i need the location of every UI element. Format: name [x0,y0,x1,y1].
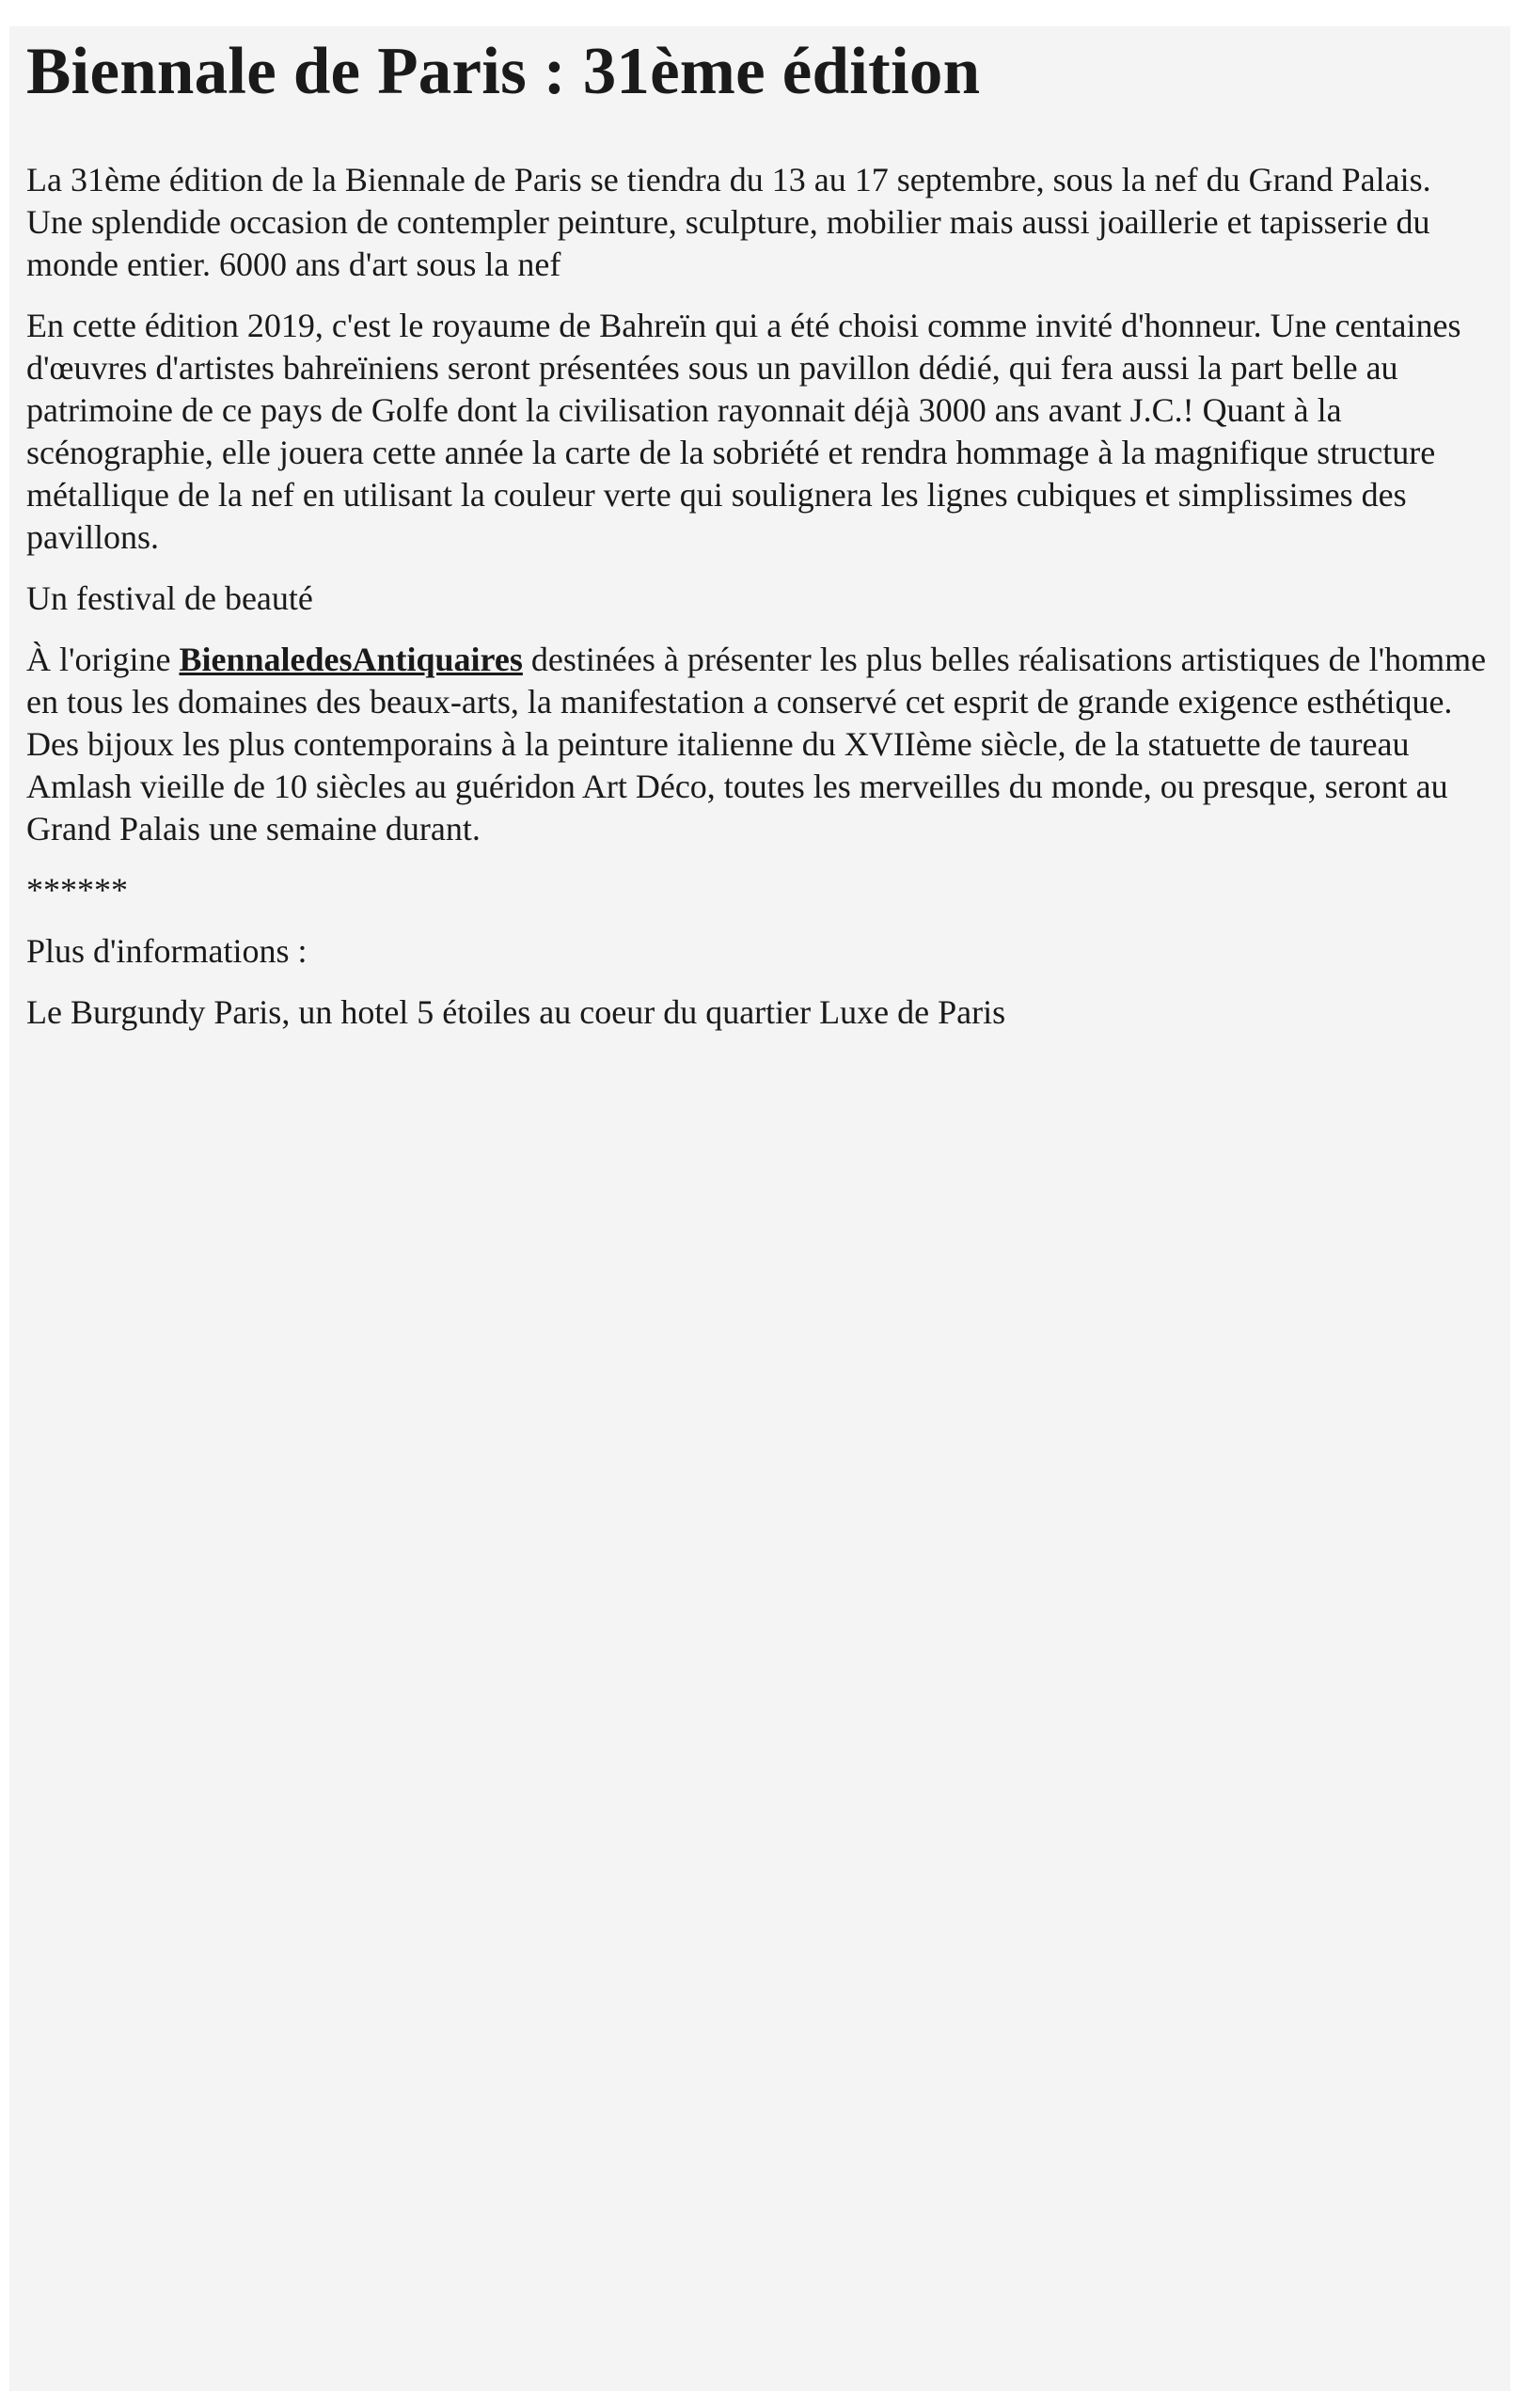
article-page [9,26,1510,2391]
hotel-line: Le Burgundy Paris, un hotel 5 étoiles au coeur du quartier Luxe de Paris [26,993,1006,1032]
biennale-antiquaires-link[interactable]: BiennaledesAntiquaires [179,641,523,679]
origin-text-start: À l'origine [26,641,180,679]
separator: ****** [26,871,128,910]
bahrein-paragraph: En cette édition 2019, c'est le royaume de Bahreïn qui a été choisi comme invité d'honneur. Une centaines d'œuvres d'artistes bahreïniens seront présentées sous un pavillon dédié, qui fera aussi la part belle au patrimoine de ce pays de Golfe dont la civilisation rayonnait déjà 3000 ans avant J.C.! Quant à la scénographie, elle jouera cette année la carte de la sobriété et rendra hommage à la magnifique structure métallique de la nef en utilisant la couleur verte qui soulignera les lignes cubiques et simplissimes des pavillons. [26,307,1461,557]
intro-paragraph: La 31ème édition de la Biennale de Paris se tiendra du 13 au 17 septembre, sous la nef du Grand Palais. Une splendide occasion de contempler peinture, sculpture, mobilier mais aussi joaillerie et tapisserie du monde entier. 6000 ans d'art sous la nef [26,161,1431,284]
origin-paragraph [26,639,1493,850]
more-info-label: Plus d'informations : [26,932,308,971]
origin-text-end: destinées à présenter les plus belles réalisations artistiques de l'homme en tous les domaines des beaux-arts, la manifestation a conservé cet esprit de grande exigence esthétique. Des bijoux les plus contemporains à la peinture italienne du XVIIème siècle, de la statuette de taureau Amlash vieille de 10 siècles au guéridon Art Déco, toutes les merveilles du monde, ou presque, seront au Grand Palais une semaine durant. [26,641,1487,848]
article-body [26,159,1493,1034]
festival-subheading: Un festival de beauté [26,579,313,618]
article-title: Biennale de Paris : 31ème édition [26,35,981,108]
